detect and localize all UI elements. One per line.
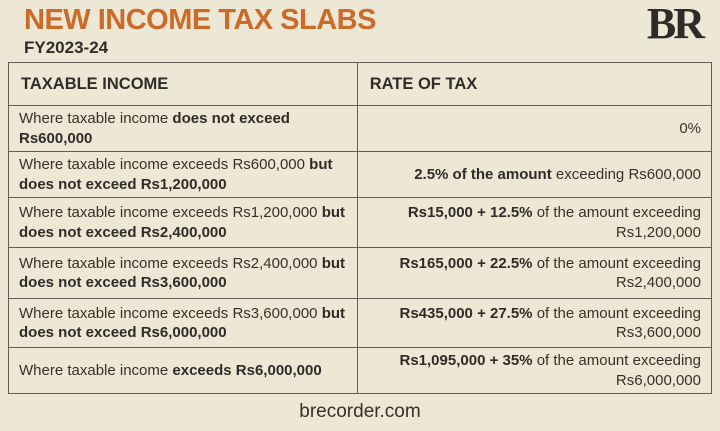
- taxable-income-cell: Where taxable income exceeds Rs3,600,000 but does not exceed Rs6,000,000: [9, 299, 358, 348]
- tax-slabs-table: [8, 62, 712, 394]
- taxable-income-cell: Where taxable income does not exceed Rs600,000: [9, 106, 358, 152]
- rate-of-tax-cell: 0%: [357, 106, 711, 152]
- column-header-taxable-income: TAXABLE INCOME: [9, 63, 358, 106]
- table-header: [9, 63, 712, 106]
- rate-of-tax-cell: Rs1,095,000 + 35% of the amount exceeding Rs6,000,000: [357, 348, 711, 394]
- fiscal-year-subtitle: FY2023-24: [24, 38, 109, 57]
- header-row: [9, 63, 712, 106]
- rate-of-tax-cell: Rs15,000 + 12.5% of the amount exceeding Rs1,200,000: [357, 198, 711, 248]
- taxable-income-cell: Where taxable income exceeds Rs600,000 but does not exceed Rs1,200,000: [9, 152, 358, 198]
- website-footer: brecorder.com: [299, 401, 421, 422]
- table-row: [9, 106, 712, 152]
- page-title: NEW INCOME TAX SLABS: [24, 4, 376, 36]
- rate-of-tax-cell: 2.5% of the amount exceeding Rs600,000: [357, 152, 711, 198]
- masthead: [0, 0, 720, 62]
- table-row: [9, 248, 712, 299]
- column-header-rate-of-tax: RATE OF TAX: [357, 63, 711, 106]
- rate-of-tax-cell: Rs165,000 + 22.5% of the amount exceeding Rs2,400,000: [357, 248, 711, 299]
- table-row: [9, 152, 712, 198]
- table-row: [9, 348, 712, 394]
- taxable-income-cell: Where taxable income exceeds Rs6,000,000: [9, 348, 358, 394]
- taxable-income-cell: Where taxable income exceeds Rs2,400,000 but does not exceed Rs3,600,000: [9, 248, 358, 299]
- tax-table-body: [9, 106, 712, 394]
- table-row: [9, 299, 712, 348]
- br-logo: BR: [646, 0, 702, 48]
- rate-of-tax-cell: Rs435,000 + 27.5% of the amount exceeding Rs3,600,000: [357, 299, 711, 348]
- table-row: [9, 198, 712, 248]
- taxable-income-cell: Where taxable income exceeds Rs1,200,000 but does not exceed Rs2,400,000: [9, 198, 358, 248]
